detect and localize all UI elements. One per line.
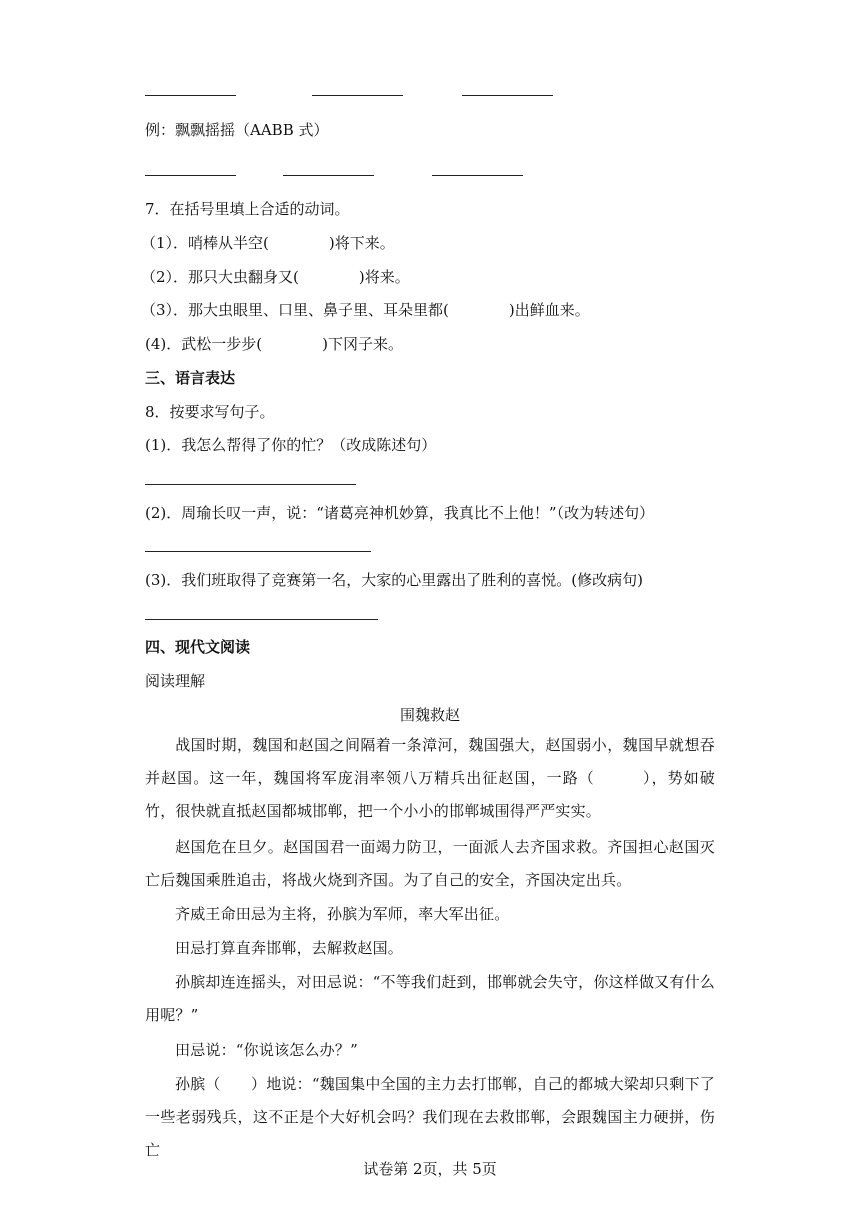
question-7-item: （1）．哨棒从半空( )将下来。: [141, 234, 395, 252]
answer-blank[interactable]: [462, 95, 553, 96]
passage-paragraph: 赵国危在旦夕。赵国国君一面竭力防卫，一面派人去齐国求救。齐国担心赵国灭亡后魏国乘胜追击，将战火烧到齐国。为了自己的安全，齐国决定出兵。: [145, 838, 715, 889]
answer-line[interactable]: [145, 484, 356, 485]
question-8-item: (1)．我怎么帮得了你的忙？（改成陈述句）: [145, 436, 437, 454]
passage-paragraph: 孙膑（ ）地说：“魏国集中全国的主力去打邯郸，自己的都城大梁却只剩下了一些老弱残兵，这不正是个大好机会吗？我们现在去救邯郸，会跟魏国主力硬拼，伤亡: [145, 1075, 715, 1159]
passage-paragraph: 战国时期，魏国和赵国之间隔着一条漳河，魏国强大，赵国弱小，魏国早就想吞并赵国。这一年，魏国将军庞涓率领八万精兵出征赵国，一路（ ），势如破竹，很快就直抵赵国都城邯郸，把一个小小的邯郸城围得严严实实。: [145, 736, 715, 820]
answer-blank[interactable]: [312, 95, 403, 96]
question-8-stem: 8．按要求写句子。: [145, 403, 275, 421]
answer-blank[interactable]: [283, 175, 374, 176]
question-7-item: （2）．那只大虫翻身又( )将来。: [141, 268, 410, 286]
page-footer: 试卷第 2页，共 5页: [363, 1160, 497, 1178]
passage-paragraph: 齐威王命田忌为主将，孙膑为军师，率大军出征。: [175, 905, 510, 923]
question-7-item: （3）．那大虫眼里、口里、鼻子里、耳朵里都( )出鲜血来。: [141, 301, 590, 319]
section-heading: 四、现代文阅读: [145, 638, 251, 656]
question-7-item: (4)．武松一步步( )下冈子来。: [145, 335, 403, 353]
section-heading: 三、语言表达: [145, 369, 236, 387]
passage-paragraph: 田忌打算直奔邯郸，去解救赵国。: [175, 939, 404, 957]
answer-blank[interactable]: [145, 95, 236, 96]
example-text: 例：飘飘摇摇（AABB 式）: [145, 121, 329, 139]
reading-label: 阅读理解: [145, 672, 206, 690]
passage-title: 围魏救赵: [399, 706, 460, 724]
passage-paragraph: 孙膑却连连摇头，对田忌说：“不等我们赶到，邯郸就会失守，你这样做又有什么用呢？”: [145, 973, 715, 1024]
question-8-item: (2)．周瑜长叹一声，说：“诸葛亮神机妙算，我真比不上他！”（改为转述句）: [145, 504, 655, 522]
passage-paragraph: 田忌说：“你说该怎么办？”: [175, 1041, 358, 1059]
answer-blank[interactable]: [145, 175, 236, 176]
question-7-stem: 7．在括号里填上合适的动词。: [145, 200, 350, 218]
answer-line[interactable]: [145, 551, 371, 552]
question-8-item: (3)．我们班取得了竞赛第一名，大家的心里露出了胜利的喜悦。(修改病句): [145, 571, 643, 589]
answer-line[interactable]: [145, 619, 378, 620]
answer-blank[interactable]: [432, 175, 523, 176]
